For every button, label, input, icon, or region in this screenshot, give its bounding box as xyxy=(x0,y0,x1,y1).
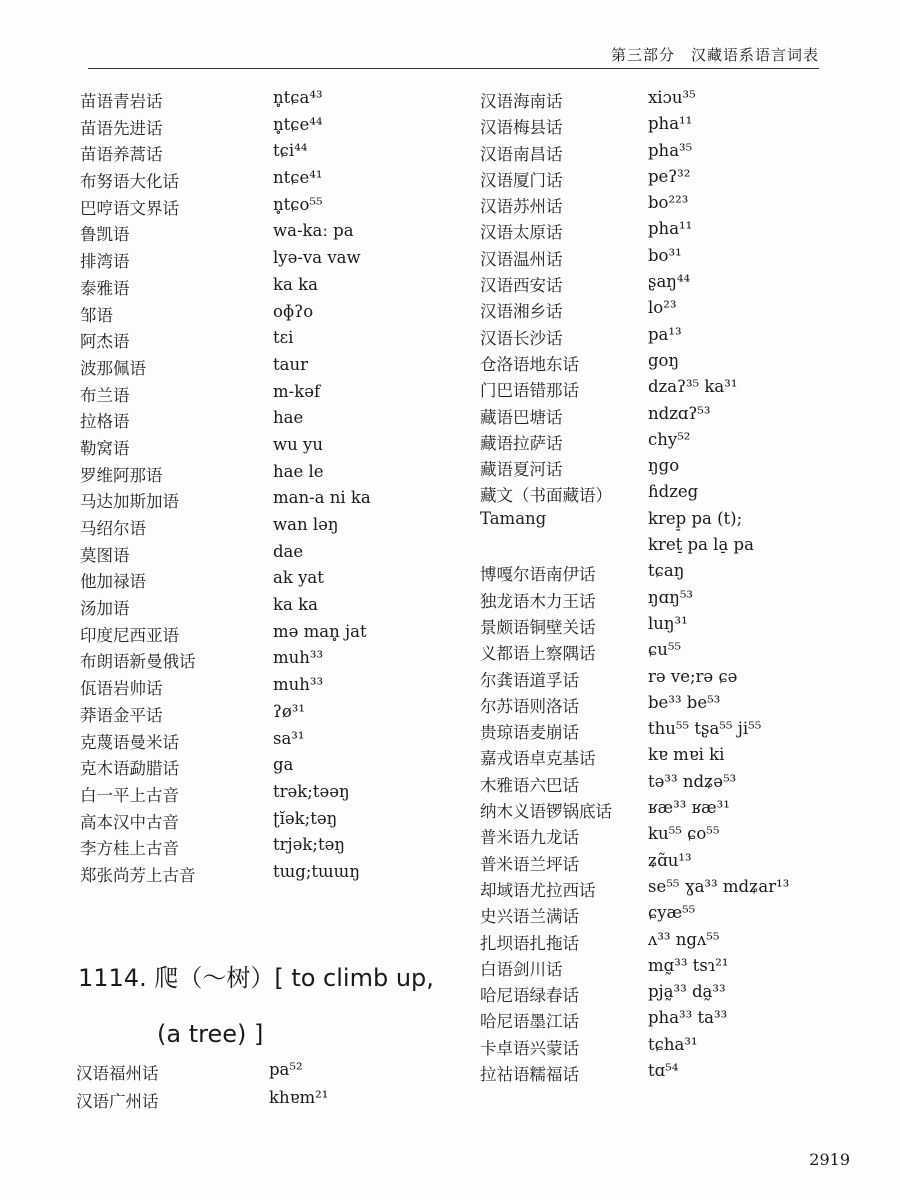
language-name: 李方桂上古音 xyxy=(80,839,179,859)
entry-heading xyxy=(78,950,458,1062)
language-name: 佤语岩帅话 xyxy=(80,679,163,699)
word-form: ndzɑʔ⁵³ xyxy=(648,403,711,423)
language-name: 苗语先进话 xyxy=(80,118,163,138)
list-item xyxy=(80,273,460,300)
language-name: 他加禄语 xyxy=(80,572,146,592)
list-item xyxy=(80,406,460,433)
list-item xyxy=(480,559,880,585)
word-form: pha¹¹ xyxy=(648,114,693,134)
list-item xyxy=(480,217,880,243)
language-name: 高本汉中古音 xyxy=(80,812,179,832)
list-item xyxy=(480,717,880,743)
language-name: 义都语上察隅话 xyxy=(480,644,596,664)
list-item xyxy=(480,533,880,559)
word-form: sa³¹ xyxy=(273,728,305,748)
language-name: 汉语温州话 xyxy=(480,249,563,269)
word-form: hae xyxy=(273,408,304,428)
word-form: ɕyæ⁵⁵ xyxy=(648,903,696,923)
language-name: 莽语金平话 xyxy=(80,705,163,725)
list-item xyxy=(80,700,460,727)
entry-heading-line1: 1114. 爬（～树）[ to climb up, xyxy=(78,964,434,992)
word-form: kɐ mɐi ki xyxy=(648,745,725,765)
list-item xyxy=(480,296,880,322)
list-item xyxy=(480,402,880,428)
language-name: 拉格语 xyxy=(80,412,130,432)
word-form: ak yat xyxy=(273,568,324,588)
word-form: luŋ³¹ xyxy=(648,613,688,633)
language-name: 苗语养蒿话 xyxy=(80,145,163,165)
word-form: khɐm²¹ xyxy=(269,1088,329,1107)
language-name: 印度尼西亚语 xyxy=(80,625,179,645)
word-form: bo³¹ xyxy=(648,245,682,265)
language-name: 巴哼语文界话 xyxy=(80,198,179,218)
list-item xyxy=(480,1059,880,1085)
word-form: n̥tɕa⁴³ xyxy=(273,88,323,107)
list-item xyxy=(80,833,460,860)
language-name: 汉语太原话 xyxy=(480,223,563,243)
word-form: chy⁵² xyxy=(648,429,691,449)
list-item xyxy=(480,743,880,769)
word-form: muh³³ xyxy=(273,648,324,668)
word-form: pja̰³³ da̰³³ xyxy=(648,982,726,1002)
language-name: 克木语勐腊话 xyxy=(80,759,179,779)
list-item xyxy=(80,646,460,673)
word-form: bo²²³ xyxy=(648,193,689,213)
word-form: tɛi xyxy=(273,328,294,348)
list-item xyxy=(480,822,880,848)
language-name: 木雅语六巴话 xyxy=(480,775,579,795)
language-name: 扎坝语扎拖话 xyxy=(480,933,579,953)
list-item xyxy=(480,139,880,165)
word-form: lyə-va vaw xyxy=(273,248,361,268)
list-item xyxy=(480,586,880,612)
list-item xyxy=(480,638,880,664)
language-name: 勒窝语 xyxy=(80,438,130,458)
word-form: hae le xyxy=(273,461,324,481)
word-form: mə man̥ jat xyxy=(273,621,367,641)
language-name: 白语剑川话 xyxy=(480,959,563,979)
language-name: 汉语梅县话 xyxy=(480,118,563,138)
word-form: dzaʔ³⁵ ka³¹ xyxy=(648,377,738,397)
word-form: ŋɑŋ⁵³ xyxy=(648,587,694,607)
list-item xyxy=(80,460,460,487)
language-name: Tamang xyxy=(480,508,547,528)
list-item xyxy=(480,954,880,980)
word-form: kret̠ pa la̠ pa xyxy=(648,535,754,555)
language-name: 布努语大化话 xyxy=(80,172,179,192)
language-name: 汉语长沙话 xyxy=(480,328,563,348)
word-form: trjək;təŋ xyxy=(273,835,345,855)
list-item xyxy=(80,139,460,166)
language-name: 汉语厦门话 xyxy=(480,170,563,190)
language-name: 仓洛语地东话 xyxy=(480,354,579,374)
list-item xyxy=(80,86,460,113)
word-form: wa-kaː pa xyxy=(273,221,354,241)
list-item xyxy=(480,270,880,296)
word-form: ʁæ³³ ʁæ³¹ xyxy=(648,798,730,818)
list-item xyxy=(480,875,880,901)
list-item xyxy=(480,612,880,638)
word-form: ka ka xyxy=(273,595,318,615)
language-name: 史兴语兰满话 xyxy=(480,907,579,927)
word-form: ʔø³¹ xyxy=(273,701,306,721)
list-item xyxy=(480,86,880,112)
language-name: 卡卓语兴蒙话 xyxy=(480,1038,579,1058)
word-form: pha³³ ta³³ xyxy=(648,1008,728,1028)
list-item xyxy=(80,673,460,700)
language-name: 汉语苏州话 xyxy=(480,197,563,217)
word-form: ɕu⁵⁵ xyxy=(648,640,682,660)
list-item xyxy=(80,780,460,807)
language-name: 景颇语铜壁关话 xyxy=(480,617,596,637)
language-name: 藏语巴塘话 xyxy=(480,407,563,427)
list-item xyxy=(480,691,880,717)
list-item xyxy=(80,193,460,220)
list-item xyxy=(480,375,880,401)
word-form: thu⁵⁵ tʂa⁵⁵ ji⁵⁵ xyxy=(648,719,762,739)
language-name: 尔龚语道孚话 xyxy=(480,670,579,690)
list-item xyxy=(480,507,880,533)
word-form: pa⁵² xyxy=(269,1060,303,1079)
word-form: dae xyxy=(273,541,304,561)
language-name: 藏语拉萨话 xyxy=(480,433,563,453)
list-item xyxy=(480,112,880,138)
word-form: krep̠ pa (t); xyxy=(648,508,743,528)
list-item xyxy=(480,849,880,875)
word-form: m-kəf xyxy=(273,381,321,401)
list-item xyxy=(480,428,880,454)
word-form: se⁵⁵ ɣa³³ mdʑar¹³ xyxy=(648,876,790,896)
language-name: 郑张尚芳上古音 xyxy=(80,865,196,885)
list-item xyxy=(480,454,880,480)
word-form: oɸʔo xyxy=(273,301,314,321)
word-form: mɑ̰³³ tsɿ²¹ xyxy=(648,955,729,975)
list-item xyxy=(480,191,880,217)
language-name: 白一平上古音 xyxy=(80,785,179,805)
word-form: taur xyxy=(273,354,308,374)
language-name: 汉语福州话 xyxy=(76,1064,159,1083)
list-item xyxy=(76,1086,456,1114)
language-name: 邹语 xyxy=(80,305,113,325)
language-name: 普米语九龙话 xyxy=(480,828,579,848)
language-name: 门巴语错那话 xyxy=(480,381,579,401)
language-name: 普米语兰坪话 xyxy=(480,854,579,874)
list-item xyxy=(480,928,880,954)
language-name: 却域语尤拉西话 xyxy=(480,880,596,900)
language-name: 贵琼语麦崩话 xyxy=(480,723,579,743)
word-form: ntɕe⁴¹ xyxy=(273,168,323,188)
left-column-continued xyxy=(76,1058,456,1114)
list-item xyxy=(480,480,880,506)
word-form: ʌ³³ ngʌ⁵⁵ xyxy=(648,929,720,949)
word-form: ka ka xyxy=(273,274,318,294)
language-name: 马绍尔语 xyxy=(80,519,146,538)
word-form: muh³³ xyxy=(273,675,324,695)
list-item xyxy=(76,1058,456,1086)
list-item xyxy=(80,326,460,353)
list-item xyxy=(80,593,460,620)
language-name: 克蔑语曼米话 xyxy=(80,732,179,752)
word-form: tɯg;tɯɯŋ xyxy=(273,861,360,881)
word-form: ʑɑ̃u¹³ xyxy=(648,850,692,870)
word-form: peʔ³² xyxy=(648,166,691,186)
list-item xyxy=(480,980,880,1006)
list-item xyxy=(80,727,460,754)
language-name: 汉语广州话 xyxy=(76,1092,159,1111)
language-name: 马达加斯加语 xyxy=(80,492,179,512)
word-form: ku⁵⁵ ɕo⁵⁵ xyxy=(648,824,720,844)
word-form: man-a ni ka xyxy=(273,488,371,508)
list-item xyxy=(480,1006,880,1032)
word-form: goŋ xyxy=(648,350,680,370)
language-name: 汉语南昌话 xyxy=(480,144,563,164)
running-header xyxy=(88,42,819,69)
language-name: 苗语青岩话 xyxy=(80,92,163,111)
header-title: 第三部分 汉藏语系语言词表 xyxy=(610,46,819,64)
list-item xyxy=(80,540,460,567)
page-number: 2919 xyxy=(809,1150,850,1169)
word-form: lo²³ xyxy=(648,298,677,318)
list-item xyxy=(80,246,460,273)
word-form: trək;təəŋ xyxy=(273,781,350,801)
list-item xyxy=(80,113,460,140)
word-form: ʂaŋ⁴⁴ xyxy=(648,272,691,292)
word-form: wu yu xyxy=(273,434,323,454)
language-name: 哈尼语墨江话 xyxy=(480,1012,579,1032)
list-item xyxy=(80,807,460,834)
list-item xyxy=(480,665,880,691)
list-item xyxy=(80,166,460,193)
language-name: 博嘎尔语南伊话 xyxy=(480,565,596,585)
list-item xyxy=(80,219,460,246)
language-name: 汤加语 xyxy=(80,599,130,619)
right-column xyxy=(480,86,880,1085)
list-item xyxy=(80,353,460,380)
language-name: 波那佩语 xyxy=(80,358,146,378)
language-name: 阿杰语 xyxy=(80,332,130,352)
language-name: 纳木义语锣锅底话 xyxy=(480,802,612,822)
word-form: rə ve;rə ɕə xyxy=(648,666,738,686)
language-name: 嘉戎语卓克基话 xyxy=(480,749,596,769)
list-item xyxy=(80,753,460,780)
language-name: 拉祜语糯福话 xyxy=(480,1064,579,1084)
list-item xyxy=(80,380,460,407)
language-name: 汉语海南话 xyxy=(480,92,563,111)
language-name: 藏文（书面藏语） xyxy=(480,486,612,506)
word-form: wan ləŋ xyxy=(273,515,339,534)
list-item xyxy=(480,165,880,191)
list-item xyxy=(80,433,460,460)
list-item xyxy=(80,486,460,513)
word-form: ʈĭək;təŋ xyxy=(273,808,338,828)
list-item xyxy=(480,770,880,796)
word-form: n̥tɕo⁵⁵ xyxy=(273,194,323,214)
language-name: 布朗语新曼俄话 xyxy=(80,652,196,672)
language-name: 罗维阿那语 xyxy=(80,465,163,485)
word-form: xiɔu³⁵ xyxy=(648,88,696,107)
word-form: tɑ⁵⁴ xyxy=(648,1060,679,1080)
language-name: 排湾语 xyxy=(80,252,130,272)
word-form: tɕha³¹ xyxy=(648,1034,698,1054)
word-form: be³³ be⁵³ xyxy=(648,692,721,712)
word-form: ɦdzeg xyxy=(648,482,699,502)
language-name: 尔苏语则洛话 xyxy=(480,696,579,716)
list-item xyxy=(80,566,460,593)
list-item xyxy=(480,244,880,270)
list-item xyxy=(80,300,460,327)
language-name: 独龙语木力王话 xyxy=(480,591,596,611)
language-name: 泰雅语 xyxy=(80,278,130,298)
left-column xyxy=(80,86,460,887)
list-item xyxy=(480,796,880,822)
language-name: 莫图语 xyxy=(80,545,130,565)
word-form: pha³⁵ xyxy=(648,140,693,160)
word-form: pa¹³ xyxy=(648,324,682,344)
word-form: tɕi⁴⁴ xyxy=(273,141,308,161)
language-name: 鲁凯语 xyxy=(80,225,130,245)
list-item xyxy=(480,901,880,927)
list-item xyxy=(480,349,880,375)
list-item xyxy=(480,1033,880,1059)
list-item xyxy=(80,620,460,647)
word-form: tɕaŋ xyxy=(648,561,685,581)
list-item xyxy=(80,513,460,540)
language-name: 汉语西安话 xyxy=(480,276,563,296)
word-form: pha¹¹ xyxy=(648,219,693,239)
language-name: 哈尼语绿春话 xyxy=(480,986,579,1006)
word-form: tə³³ ndʑə⁵³ xyxy=(648,771,737,791)
entry-heading-line2: (a tree) ] xyxy=(157,1020,264,1048)
list-item xyxy=(480,323,880,349)
list-item xyxy=(80,860,460,887)
word-form: n̥tɕe⁴⁴ xyxy=(273,114,323,134)
language-name: 汉语湘乡话 xyxy=(480,302,563,322)
language-name: 布兰语 xyxy=(80,385,130,405)
word-form: ga xyxy=(273,755,294,775)
word-form: ŋgo xyxy=(648,456,680,476)
language-name: 藏语夏河话 xyxy=(480,460,563,480)
